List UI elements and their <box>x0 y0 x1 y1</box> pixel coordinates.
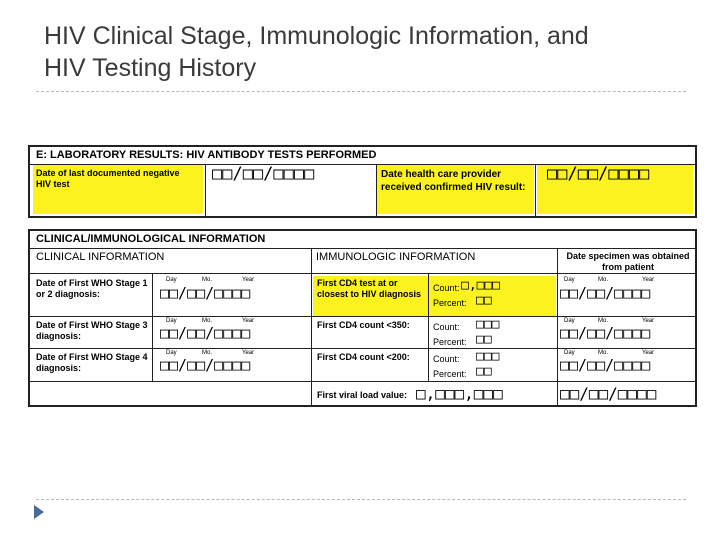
day-caption: Day <box>166 277 177 283</box>
month-caption: Mo. <box>598 277 609 283</box>
cell-divider <box>535 164 536 218</box>
month-caption: Mo. <box>202 318 213 324</box>
viral-load-field[interactable]: □,□□□,□□□ <box>416 384 503 403</box>
col-rule <box>557 248 558 407</box>
row-rule <box>28 381 697 382</box>
cell-divider <box>376 164 377 218</box>
clinical-header: CLINICAL/IMMUNOLOGICAL INFORMATION <box>36 233 266 245</box>
col-rule <box>152 273 153 381</box>
who-stage-3-label: Date of First WHO Stage 3 diagnosis: <box>36 320 148 341</box>
who-stage-1-2-label: Date of First WHO Stage 1 or 2 diagnosis: <box>36 278 148 299</box>
who-stage-4-label: Date of First WHO Stage 4 diagnosis: <box>36 352 148 373</box>
cd4-200-label: First CD4 count <200: <box>317 352 410 362</box>
date-field[interactable]: □□/□□/□□□□ <box>160 284 251 302</box>
clinical-info-header: CLINICAL INFORMATION <box>36 251 165 263</box>
month-caption: Mo. <box>202 350 213 356</box>
cd4-200-percent-field[interactable]: □□ <box>476 364 492 379</box>
year-caption: Year <box>242 277 255 283</box>
percent-label: Percent: <box>433 337 467 347</box>
date-field[interactable]: □□/□□/□□□□ <box>160 324 251 342</box>
section-e-header: E: LABORATORY RESULTS: HIV ANTIBODY TESTS PERFORMED <box>36 149 377 161</box>
percent-label: Percent: <box>433 369 467 379</box>
immunologic-info-header: IMMUNOLOGIC INFORMATION <box>316 251 476 263</box>
count-label: Count: <box>433 354 460 364</box>
year-caption: Year <box>242 318 255 324</box>
title-line-1: HIV Clinical Stage, Immunologic Information, and <box>44 22 589 50</box>
year-caption: Year <box>242 350 255 356</box>
row-rule <box>28 348 697 349</box>
confirmed-date-field[interactable]: □□/□□/□□□□ <box>547 164 650 184</box>
col-rule <box>428 273 429 381</box>
title-divider <box>36 91 686 92</box>
footer-divider <box>36 499 686 500</box>
year-caption: Year <box>642 277 655 283</box>
cd4-350-percent-field[interactable]: □□ <box>476 332 492 347</box>
date-field[interactable]: □□/□□/□□□□ <box>560 356 651 374</box>
date-field[interactable]: □□/□□/□□□□ <box>160 356 251 374</box>
cd4-first-label: First CD4 test at or closest to HIV diagnosis <box>317 278 422 299</box>
day-caption: Day <box>166 350 177 356</box>
col-rule <box>311 248 312 407</box>
row-rule <box>28 273 697 274</box>
confirmed-label: Date health care provider received confirmed HIV result: <box>381 169 526 193</box>
date-field[interactable]: □□/□□/□□□□ <box>560 284 651 302</box>
last-negative-label: Date of last documented negative HIV test <box>36 168 180 189</box>
cd4-350-count-field[interactable]: □□□ <box>476 317 500 332</box>
count-label: Count: <box>433 283 460 293</box>
day-caption: Day <box>564 350 575 356</box>
row-rule <box>28 248 697 249</box>
cd4-200-count-field[interactable]: □□□ <box>476 349 500 364</box>
percent-label: Percent: <box>433 298 467 308</box>
year-caption: Year <box>642 350 655 356</box>
row-rule <box>28 316 697 317</box>
bullet-arrow-icon <box>34 505 44 519</box>
title-line-2: HIV Testing History <box>44 54 257 82</box>
cd4-first-percent-field[interactable]: □□ <box>476 293 492 308</box>
day-caption: Day <box>564 277 575 283</box>
viral-load-label: First viral load value: <box>317 390 408 400</box>
page-title <box>44 20 694 84</box>
day-caption: Day <box>166 318 177 324</box>
cd4-first-count-field[interactable]: □,□□□ <box>461 278 501 293</box>
date-field[interactable]: □□/□□/□□□□ <box>560 324 651 342</box>
cell-divider <box>205 164 206 218</box>
year-caption: Year <box>642 318 655 324</box>
count-label: Count: <box>433 322 460 332</box>
specimen-date-header: Date specimen was obtained from patient <box>566 251 690 272</box>
day-caption: Day <box>564 318 575 324</box>
cd4-350-label: First CD4 count <350: <box>317 320 410 330</box>
viral-load-date-field[interactable]: □□/□□/□□□□ <box>560 384 657 403</box>
month-caption: Mo. <box>598 350 609 356</box>
month-caption: Mo. <box>598 318 609 324</box>
month-caption: Mo. <box>202 277 213 283</box>
last-negative-date-field[interactable]: □□/□□/□□□□ <box>212 164 315 184</box>
